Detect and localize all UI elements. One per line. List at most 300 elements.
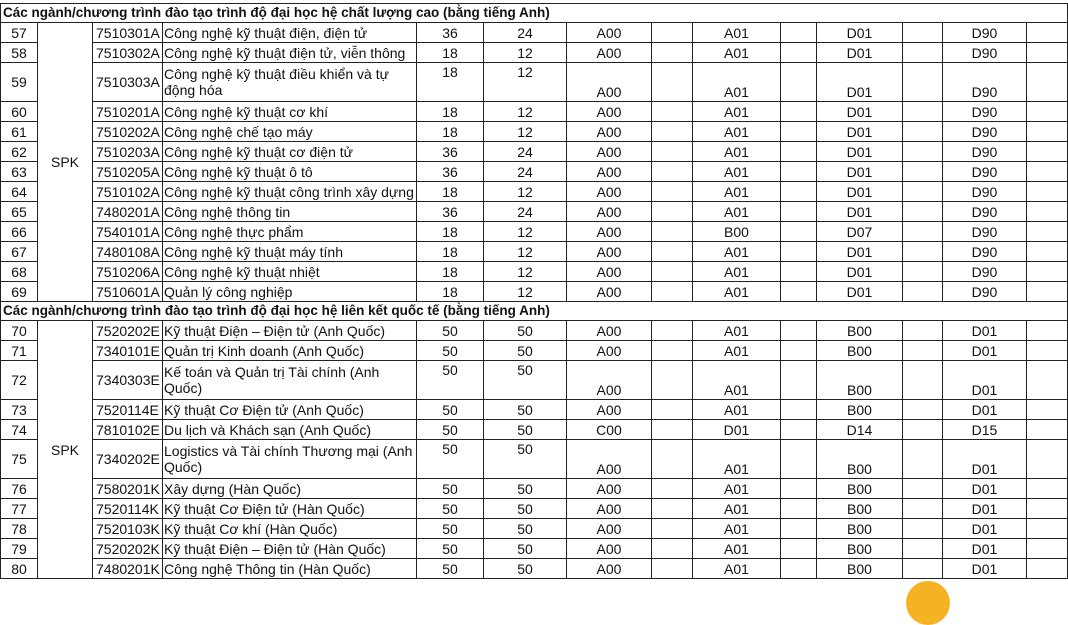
cell-empty — [781, 479, 817, 499]
cell-stt: 77 — [1, 499, 38, 519]
cell-empty — [903, 262, 943, 282]
cell-group-4: D01 — [943, 539, 1027, 559]
cell-empty — [781, 262, 817, 282]
cell-group-2: A01 — [693, 242, 781, 262]
table-row — [1, 400, 1068, 420]
cell-group-3: D01 — [817, 142, 903, 162]
cell-empty — [903, 420, 943, 440]
cell-code: 7480201K — [93, 559, 163, 579]
cell-empty — [781, 242, 817, 262]
cell-group-4: D01 — [943, 479, 1027, 499]
cell-quota-1: 18 — [417, 182, 484, 202]
cell-group-3: D01 — [817, 102, 903, 122]
cell-empty — [903, 202, 943, 222]
cell-quota-1: 18 — [417, 122, 484, 142]
cell-group-2: A01 — [693, 321, 781, 341]
cell-quota-1: 50 — [417, 499, 484, 519]
cell-empty — [652, 282, 693, 302]
cell-code: 7520202E — [93, 321, 163, 341]
cell-stt: 75 — [1, 440, 38, 479]
cell-empty — [781, 519, 817, 539]
cell-empty — [903, 499, 943, 519]
cell-empty — [903, 242, 943, 262]
table-row — [1, 539, 1068, 559]
cell-group-3: B00 — [817, 519, 903, 539]
cell-quota-1: 50 — [417, 321, 484, 341]
cell-program-name: Công nghệ Thông tin (Hàn Quốc) — [163, 559, 417, 579]
cell-quota-1: 18 — [417, 262, 484, 282]
cell-quota-2: 50 — [484, 420, 567, 440]
cell-group-1: A00 — [567, 519, 652, 539]
cell-empty — [781, 539, 817, 559]
table-row — [1, 23, 1068, 43]
cell-quota-2: 12 — [484, 182, 567, 202]
cell-group-1: A00 — [567, 182, 652, 202]
cell-empty — [1027, 341, 1068, 361]
cell-empty — [652, 321, 693, 341]
section-title: Các ngành/chương trình đào tạo trình độ đại học hệ chất lượng cao (bằng tiếng Anh) — [1, 4, 1068, 23]
cell-quota-2: 50 — [484, 519, 567, 539]
cell-quota-1: 50 — [417, 400, 484, 420]
cell-quota-2: 12 — [484, 63, 567, 102]
cell-program-name: Kỹ thuật Cơ Điện tử (Anh Quốc) — [163, 400, 417, 420]
cell-group-1: A00 — [567, 142, 652, 162]
cell-quota-1: 18 — [417, 282, 484, 302]
cell-group-2: A01 — [693, 182, 781, 202]
cell-quota-1: 50 — [417, 559, 484, 579]
cell-program-name: Kỹ thuật Cơ khí (Hàn Quốc) — [163, 519, 417, 539]
cell-code: 7520202K — [93, 539, 163, 559]
table-row — [1, 420, 1068, 440]
cell-group-1: A00 — [567, 23, 652, 43]
cell-empty — [903, 182, 943, 202]
cell-quota-2: 50 — [484, 559, 567, 579]
cell-empty — [1027, 23, 1068, 43]
cell-group-1: A00 — [567, 559, 652, 579]
cell-stt: 63 — [1, 162, 38, 182]
table-row — [1, 142, 1068, 162]
cell-quota-1: 18 — [417, 63, 484, 102]
cell-empty — [903, 361, 943, 400]
cell-empty — [903, 321, 943, 341]
cell-code: 7510102A — [93, 182, 163, 202]
cell-quota-2: 24 — [484, 202, 567, 222]
cell-group-2: A01 — [693, 63, 781, 102]
cell-empty — [652, 539, 693, 559]
table-row — [1, 361, 1068, 400]
cell-empty — [1027, 142, 1068, 162]
floating-badge[interactable] — [906, 581, 950, 625]
cell-code: 7510203A — [93, 142, 163, 162]
cell-group-4: D90 — [943, 182, 1027, 202]
cell-stt: 74 — [1, 420, 38, 440]
cell-group-2: A01 — [693, 539, 781, 559]
cell-group-2: A01 — [693, 479, 781, 499]
cell-empty — [781, 43, 817, 63]
cell-group-4: D01 — [943, 341, 1027, 361]
table-row — [1, 559, 1068, 579]
cell-quota-1: 50 — [417, 440, 484, 479]
cell-group-3: B00 — [817, 341, 903, 361]
cell-empty — [903, 519, 943, 539]
cell-group-3: D01 — [817, 182, 903, 202]
cell-group-1: A00 — [567, 63, 652, 102]
table-row — [1, 479, 1068, 499]
cell-group-2: A01 — [693, 400, 781, 420]
cell-quota-2: 12 — [484, 282, 567, 302]
cell-quota-2: 50 — [484, 341, 567, 361]
cell-stt: 71 — [1, 341, 38, 361]
cell-group-2: A01 — [693, 341, 781, 361]
cell-program-name: Xây dựng (Hàn Quốc) — [163, 479, 417, 499]
cell-stt: 80 — [1, 559, 38, 579]
cell-group-4: D90 — [943, 63, 1027, 102]
cell-quota-1: 36 — [417, 202, 484, 222]
cell-code: 7510205A — [93, 162, 163, 182]
cell-program-name: Công nghệ kỹ thuật điện tử, viễn thông — [163, 43, 417, 63]
cell-program-name: Du lịch và Khách sạn (Anh Quốc) — [163, 420, 417, 440]
cell-program-name: Công nghệ kỹ thuật nhiệt — [163, 262, 417, 282]
cell-empty — [781, 222, 817, 242]
table-row — [1, 440, 1068, 479]
cell-empty — [652, 499, 693, 519]
cell-group-4: D01 — [943, 499, 1027, 519]
table-row — [1, 262, 1068, 282]
cell-quota-2: 12 — [484, 122, 567, 142]
cell-empty — [1027, 242, 1068, 262]
cell-empty — [1027, 559, 1068, 579]
cell-quota-1: 36 — [417, 23, 484, 43]
cell-group-2: A01 — [693, 102, 781, 122]
cell-empty — [1027, 43, 1068, 63]
cell-empty — [1027, 122, 1068, 142]
cell-empty — [652, 559, 693, 579]
cell-empty — [781, 282, 817, 302]
cell-empty — [781, 202, 817, 222]
cell-empty — [652, 182, 693, 202]
cell-group-4: D90 — [943, 262, 1027, 282]
cell-group-1: A00 — [567, 43, 652, 63]
cell-program-name: Công nghệ kỹ thuật điều khiển và tự động hóa — [163, 63, 417, 102]
cell-group-3: D01 — [817, 122, 903, 142]
cell-group-1: A00 — [567, 479, 652, 499]
cell-empty — [1027, 202, 1068, 222]
cell-group-2: A01 — [693, 23, 781, 43]
cell-stt: 78 — [1, 519, 38, 539]
cell-empty — [652, 202, 693, 222]
cell-empty — [903, 63, 943, 102]
cell-group-3: B00 — [817, 479, 903, 499]
cell-empty — [652, 519, 693, 539]
cell-empty — [652, 142, 693, 162]
cell-stt: 67 — [1, 242, 38, 262]
cell-group-1: A00 — [567, 341, 652, 361]
cell-group-4: D90 — [943, 122, 1027, 142]
cell-quota-2: 12 — [484, 102, 567, 122]
cell-stt: 60 — [1, 102, 38, 122]
cell-group-4: D90 — [943, 162, 1027, 182]
cell-empty — [1027, 361, 1068, 400]
cell-group-4: D01 — [943, 440, 1027, 479]
cell-empty — [1027, 262, 1068, 282]
cell-stt: 61 — [1, 122, 38, 142]
cell-school: SPK — [38, 23, 93, 302]
cell-empty — [652, 162, 693, 182]
cell-empty — [781, 182, 817, 202]
cell-program-name: Kỹ thuật Cơ Điện tử (Hàn Quốc) — [163, 499, 417, 519]
cell-group-2: A01 — [693, 499, 781, 519]
cell-code: 7520114E — [93, 400, 163, 420]
cell-group-3: D01 — [817, 43, 903, 63]
cell-group-2: A01 — [693, 262, 781, 282]
table-row — [1, 102, 1068, 122]
cell-code: 7540101A — [93, 222, 163, 242]
cell-empty — [652, 102, 693, 122]
cell-group-3: D07 — [817, 222, 903, 242]
cell-quota-2: 24 — [484, 162, 567, 182]
cell-empty — [903, 23, 943, 43]
cell-group-1: A00 — [567, 202, 652, 222]
cell-group-1: A00 — [567, 440, 652, 479]
cell-group-1: A00 — [567, 222, 652, 242]
cell-group-2: A01 — [693, 440, 781, 479]
cell-quota-2: 50 — [484, 321, 567, 341]
cell-group-2: D01 — [693, 420, 781, 440]
cell-group-4: D90 — [943, 202, 1027, 222]
cell-stt: 65 — [1, 202, 38, 222]
cell-quota-1: 36 — [417, 162, 484, 182]
cell-quota-1: 50 — [417, 519, 484, 539]
cell-code: 7520114K — [93, 499, 163, 519]
cell-group-1: C00 — [567, 420, 652, 440]
cell-empty — [903, 43, 943, 63]
cell-group-1: A00 — [567, 122, 652, 142]
cell-stt: 73 — [1, 400, 38, 420]
section-header-row — [1, 4, 1068, 23]
cell-empty — [652, 361, 693, 400]
cell-program-name: Logistics và Tài chính Thương mại (Anh Quốc) — [163, 440, 417, 479]
cell-group-4: D90 — [943, 282, 1027, 302]
cell-empty — [652, 43, 693, 63]
cell-quota-1: 50 — [417, 420, 484, 440]
cell-stt: 68 — [1, 262, 38, 282]
table-row — [1, 202, 1068, 222]
cell-program-name: Công nghệ chế tạo máy — [163, 122, 417, 142]
cell-empty — [781, 23, 817, 43]
cell-group-4: D01 — [943, 321, 1027, 341]
cell-program-name: Công nghệ kỹ thuật công trình xây dựng — [163, 182, 417, 202]
cell-empty — [652, 63, 693, 102]
cell-quota-2: 50 — [484, 539, 567, 559]
cell-group-1: A00 — [567, 242, 652, 262]
cell-group-2: A01 — [693, 519, 781, 539]
cell-stt: 59 — [1, 63, 38, 102]
cell-group-4: D01 — [943, 559, 1027, 579]
cell-group-1: A00 — [567, 282, 652, 302]
cell-code: 7580201K — [93, 479, 163, 499]
cell-code: 7510206A — [93, 262, 163, 282]
cell-group-2: A01 — [693, 122, 781, 142]
table-row — [1, 63, 1068, 102]
cell-empty — [781, 142, 817, 162]
cell-empty — [652, 23, 693, 43]
cell-quota-2: 12 — [484, 242, 567, 262]
cell-empty — [1027, 63, 1068, 102]
cell-empty — [1027, 499, 1068, 519]
cell-group-4: D01 — [943, 361, 1027, 400]
cell-empty — [903, 122, 943, 142]
cell-group-3: B00 — [817, 361, 903, 400]
cell-empty — [1027, 102, 1068, 122]
cell-program-name: Công nghệ thông tin — [163, 202, 417, 222]
cell-stt: 66 — [1, 222, 38, 242]
table-row — [1, 499, 1068, 519]
table-row — [1, 43, 1068, 63]
cell-empty — [652, 242, 693, 262]
cell-program-name: Kỹ thuật Điện – Điện tử (Anh Quốc) — [163, 321, 417, 341]
cell-empty — [652, 222, 693, 242]
cell-group-2: A01 — [693, 202, 781, 222]
table-row — [1, 282, 1068, 302]
table-body — [1, 4, 1068, 579]
cell-empty — [1027, 519, 1068, 539]
cell-quota-1: 18 — [417, 242, 484, 262]
cell-quota-1: 18 — [417, 102, 484, 122]
cell-group-4: D01 — [943, 519, 1027, 539]
section-header-row — [1, 302, 1068, 321]
cell-group-2: B00 — [693, 222, 781, 242]
cell-group-2: A01 — [693, 361, 781, 400]
cell-empty — [781, 162, 817, 182]
section-title: Các ngành/chương trình đào tạo trình độ đại học hệ liên kết quốc tế (bằng tiếng Anh) — [1, 302, 1068, 321]
cell-group-1: A00 — [567, 102, 652, 122]
cell-quota-2: 50 — [484, 361, 567, 400]
cell-group-1: A00 — [567, 400, 652, 420]
cell-group-3: D01 — [817, 63, 903, 102]
cell-empty — [903, 539, 943, 559]
cell-quota-1: 50 — [417, 341, 484, 361]
cell-empty — [652, 420, 693, 440]
table-row — [1, 242, 1068, 262]
cell-code: 7340202E — [93, 440, 163, 479]
cell-quota-1: 18 — [417, 222, 484, 242]
cell-program-name: Công nghệ kỹ thuật điện, điện tử — [163, 23, 417, 43]
cell-empty — [903, 102, 943, 122]
cell-empty — [1027, 479, 1068, 499]
cell-empty — [903, 559, 943, 579]
cell-empty — [781, 361, 817, 400]
cell-empty — [781, 400, 817, 420]
cell-program-name: Kế toán và Quản trị Tài chính (Anh Quốc) — [163, 361, 417, 400]
cell-group-4: D90 — [943, 242, 1027, 262]
cell-group-3: D14 — [817, 420, 903, 440]
cell-group-3: D01 — [817, 262, 903, 282]
cell-code: 7510301A — [93, 23, 163, 43]
cell-code: 7810102E — [93, 420, 163, 440]
table-row — [1, 321, 1068, 341]
table-row — [1, 519, 1068, 539]
cell-empty — [781, 499, 817, 519]
cell-stt: 69 — [1, 282, 38, 302]
cell-group-2: A01 — [693, 142, 781, 162]
cell-code: 7340303E — [93, 361, 163, 400]
cell-program-name: Công nghệ kỹ thuật cơ điện tử — [163, 142, 417, 162]
cell-group-3: B00 — [817, 539, 903, 559]
cell-stt: 76 — [1, 479, 38, 499]
cell-quota-2: 50 — [484, 400, 567, 420]
cell-code: 7510601A — [93, 282, 163, 302]
cell-empty — [1027, 420, 1068, 440]
cell-quota-2: 50 — [484, 440, 567, 479]
cell-stt: 57 — [1, 23, 38, 43]
cell-empty — [652, 400, 693, 420]
cell-group-3: D01 — [817, 23, 903, 43]
cell-empty — [652, 479, 693, 499]
cell-quota-1: 50 — [417, 539, 484, 559]
cell-empty — [1027, 440, 1068, 479]
cell-stt: 58 — [1, 43, 38, 63]
cell-empty — [903, 282, 943, 302]
cell-group-3: B00 — [817, 499, 903, 519]
cell-code: 7510201A — [93, 102, 163, 122]
cell-empty — [1027, 539, 1068, 559]
cell-empty — [781, 420, 817, 440]
cell-group-1: A00 — [567, 321, 652, 341]
cell-quota-2: 12 — [484, 262, 567, 282]
cell-group-4: D90 — [943, 43, 1027, 63]
table-row — [1, 162, 1068, 182]
table-row — [1, 182, 1068, 202]
cell-code: 7510202A — [93, 122, 163, 142]
cell-group-1: A00 — [567, 162, 652, 182]
cell-group-2: A01 — [693, 43, 781, 63]
cell-program-name: Quản trị Kinh doanh (Anh Quốc) — [163, 341, 417, 361]
cell-group-3: B00 — [817, 559, 903, 579]
cell-stt: 64 — [1, 182, 38, 202]
cell-group-1: A00 — [567, 262, 652, 282]
cell-empty — [903, 479, 943, 499]
cell-empty — [1027, 162, 1068, 182]
cell-empty — [903, 222, 943, 242]
cell-quota-1: 50 — [417, 479, 484, 499]
cell-program-name: Công nghệ thực phẩm — [163, 222, 417, 242]
cell-program-name: Công nghệ kỹ thuật máy tính — [163, 242, 417, 262]
cell-group-3: B00 — [817, 400, 903, 420]
cell-code: 7510302A — [93, 43, 163, 63]
cell-empty — [903, 142, 943, 162]
cell-stt: 72 — [1, 361, 38, 400]
cell-code: 7340101E — [93, 341, 163, 361]
cell-empty — [781, 63, 817, 102]
cell-empty — [781, 122, 817, 142]
cell-empty — [652, 341, 693, 361]
cell-group-1: A00 — [567, 361, 652, 400]
cell-stt: 62 — [1, 142, 38, 162]
cell-group-3: D01 — [817, 162, 903, 182]
cell-school: SPK — [38, 321, 93, 579]
cell-empty — [1027, 321, 1068, 341]
cell-program-name: Công nghệ kỹ thuật ô tô — [163, 162, 417, 182]
cell-group-4: D15 — [943, 420, 1027, 440]
cell-group-4: D90 — [943, 23, 1027, 43]
table-row — [1, 341, 1068, 361]
cell-code: 7480201A — [93, 202, 163, 222]
cell-empty — [903, 440, 943, 479]
cell-empty — [903, 162, 943, 182]
cell-program-name: Kỹ thuật Điện – Điện tử (Hàn Quốc) — [163, 539, 417, 559]
cell-program-name: Công nghệ kỹ thuật cơ khí — [163, 102, 417, 122]
cell-empty — [781, 102, 817, 122]
